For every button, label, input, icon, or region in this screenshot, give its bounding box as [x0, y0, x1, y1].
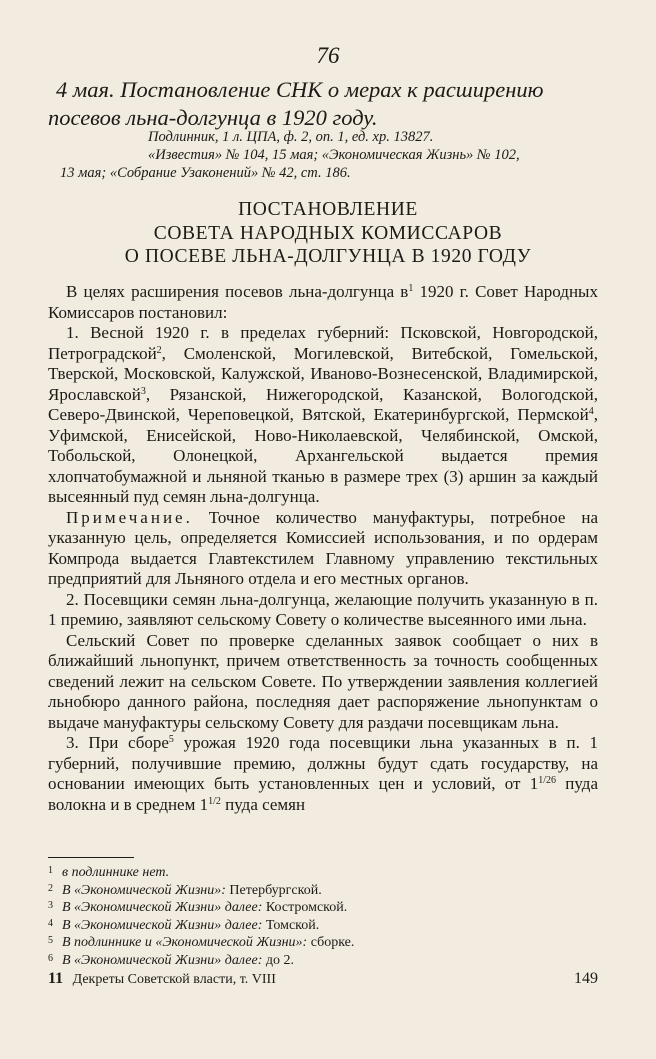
text: урожая 1920 года посевщики льна указанных в п. 1 губерний, получившие премию, должны будут сдать государству, на основании имеющих быть установленных цен и условий, от 1: [48, 733, 598, 793]
footnote-number: 5: [48, 935, 53, 947]
fraction: 1/2: [208, 795, 221, 807]
footnote-italic: В «Экономической Жизни» далее:: [62, 952, 263, 968]
footnote-ref: 2: [156, 344, 162, 356]
paragraph-intro: [48, 282, 598, 323]
text: , Рязанской, Нижегородской, Казанской, Вологодской, Северо-Двинской, Череповецкой, Вятской, Екатеринбургской, Пермской: [48, 384, 598, 424]
source-line-1: Подлинник, 1 л. ЦПА, ф. 2, оп. 1, ед. хр. 13827.: [148, 129, 434, 145]
folio-number: 149: [574, 970, 598, 987]
footnotes: [48, 863, 598, 969]
footnote-text: сборке.: [307, 935, 355, 951]
footnote-italic: В «Экономической Жизни» далее:: [62, 917, 263, 933]
source-reference: [60, 128, 600, 182]
footnote-ref: 3: [140, 385, 146, 397]
text: , Смоленской, Могилевской, Витебской, Гомельской, Тверской, Московской, Калужской, Иваново-Вознесенской, Владимирской, Ярославской: [48, 343, 598, 404]
signature-mark: 11: [48, 970, 64, 987]
footnote: [48, 898, 598, 916]
footnote: [48, 916, 598, 934]
footnote-italic: в подлиннике нет.: [62, 865, 170, 880]
document-title: [0, 198, 656, 269]
text: пуда волокна и в среднем 1: [48, 774, 598, 814]
footnote-italic: В «Экономической Жизни»:: [62, 882, 226, 898]
title-line-3: О ПОСЕВЕ ЛЬНА-ДОЛГУНЦА В 1920 ГОДУ: [124, 246, 532, 267]
footnote-number: 4: [48, 917, 53, 929]
footnote-text: Томской.: [262, 917, 320, 933]
footnote-italic: В «Экономической Жизни» далее:: [62, 900, 263, 916]
footnote-italic: В подлиннике и «Экономической Жизни»:: [62, 935, 308, 951]
book-title: Декреты Советской власти, т. VIII: [72, 972, 276, 987]
footnote: [48, 933, 598, 951]
paragraph-4: [48, 733, 598, 815]
footnote-number: 3: [48, 900, 53, 912]
heading-line-2: посевов льна-долгунца в 1920 году.: [48, 105, 378, 130]
footnote-divider: [48, 857, 134, 858]
title-line-1: ПОСТАНОВЛЕНИЕ: [238, 199, 418, 220]
footnote-text: Петербургской.: [225, 882, 322, 898]
text: , Уфимской, Енисейской, Ново-Николаевской, Челябинской, Омской, Тобольской, Олонецкой, Архангельской выдается премия хлопчатобумажной и льняной тканью в размере трех (3) аршин за каждый высеянный пуд семян льна-долгунца.: [48, 405, 598, 506]
paragraph-note: [48, 508, 598, 590]
text: 1. Весной 1920 г. в пределах губерний: Псковской, Новгородской, Петроградской: [48, 323, 598, 363]
heading-line-1: 4 мая. Постановление СНК о мерах к расширению: [56, 77, 544, 102]
paragraph-1: [48, 323, 598, 508]
text: Точное количество мануфактуры, потребное на указанную цель, определяется Комиссией использования, и по ордерам Компрода выдается Главтекстилем Главному управлению текстильных предприятий для Льняного отдела и его местных органов.: [48, 507, 598, 588]
paragraph-2: 2. Посевщики семян льна-долгунца, желающие получить указанную в п. 1 премию, заявляют сельскому Совету о количестве высеянного ими льна.: [48, 589, 598, 629]
footnote-ref: 1: [408, 283, 414, 294]
document-heading: [48, 76, 608, 132]
footnote: [48, 881, 598, 899]
footnote-number: 1: [48, 865, 53, 876]
paragraph-3: Сельский Совет по проверке сделанных заявок сообщает о них в ближайший льнопункт, причем ответственность за точность сообщенных сведений лежит на сельском Совете. По утверждении заявления коллегией льнобюро данного района, последняя дает распоряжение льнопунктам о выдаче мануфактуры сельскому Совету для раздачи посевщикам льна.: [48, 630, 598, 732]
footnote-number: 6: [48, 952, 53, 964]
fraction: 1/2: [538, 775, 551, 786]
source-line-3: 13 мая; «Собрание Узаконений» № 42, ст. 186.: [60, 165, 351, 181]
title-line-2: СОВЕТА НАРОДНЫХ КОМИССАРОВ: [153, 222, 503, 244]
page-footer: [48, 970, 598, 988]
footnote-ref: 6: [551, 775, 556, 786]
text: В целях расширения посевов льна-долгунца в: [66, 282, 409, 301]
document-body: [48, 282, 598, 815]
footnote-ref: 5: [168, 734, 174, 745]
footnote-text: до 2.: [262, 952, 294, 968]
note-label: Примечание.: [66, 507, 193, 527]
text: 1920 г. Совет Народных Комиссаров постановил:: [48, 282, 598, 322]
footnote: [48, 863, 598, 881]
source-line-2: «Известия» № 104, 15 мая; «Экономическая Жизнь» № 102,: [148, 147, 520, 163]
text: пуда семян: [220, 794, 306, 814]
page-number: 76: [316, 43, 340, 68]
footnote: [48, 951, 598, 969]
footnote-number: 2: [48, 882, 53, 894]
footnote-ref: 4: [588, 406, 594, 417]
footnote-text: Костромской.: [262, 900, 348, 916]
text: 3. При сборе: [66, 733, 169, 752]
